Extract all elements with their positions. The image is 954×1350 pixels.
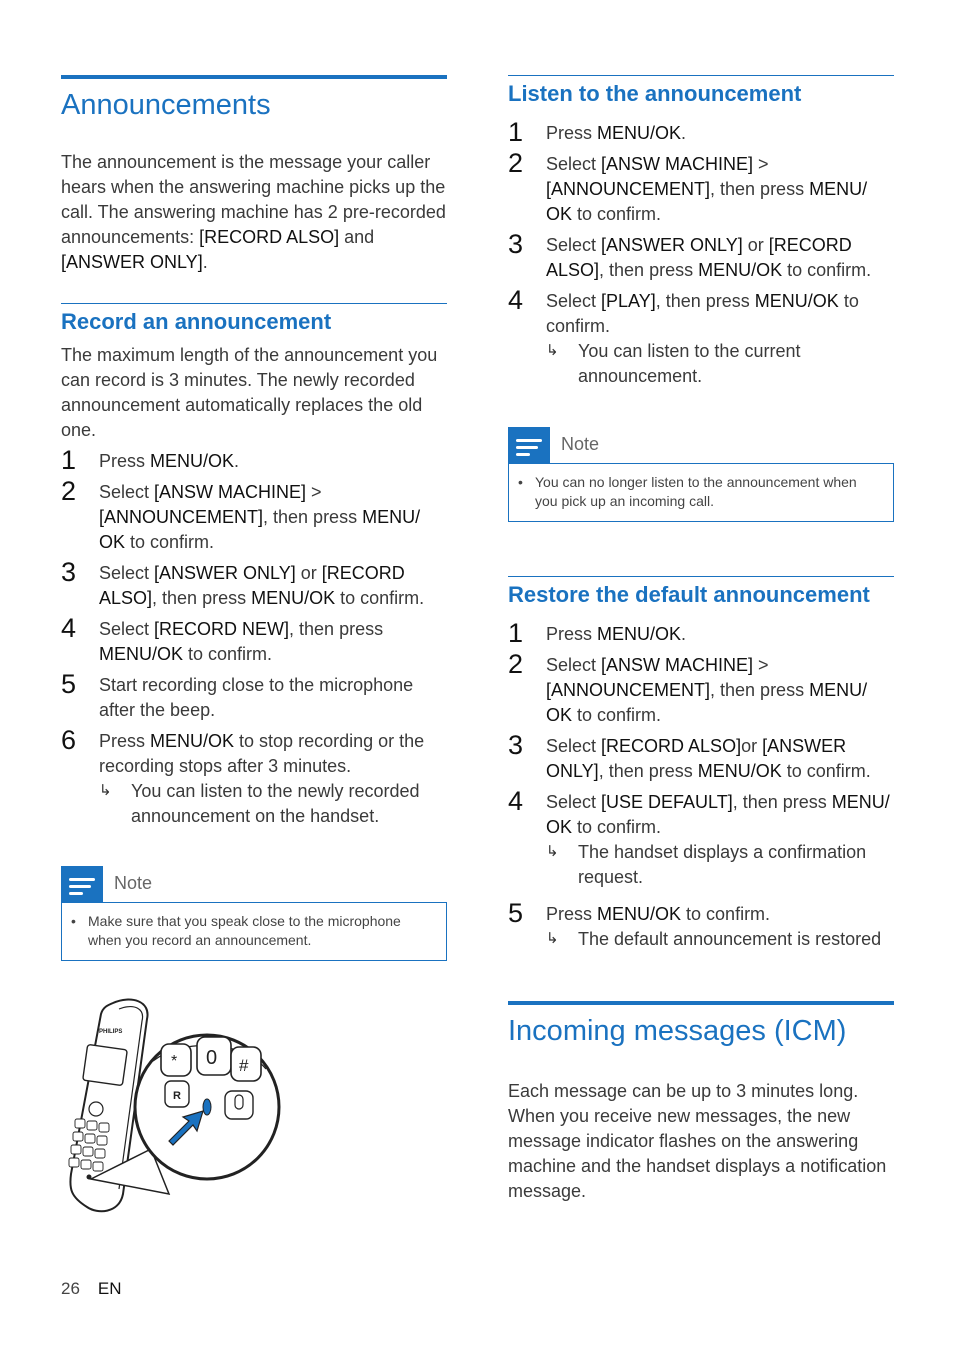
note-label: Note — [561, 434, 600, 454]
note-header — [61, 866, 447, 902]
announcements-intro: The announcement is the message your caller hears when the answering machine picks up the call. The answering machine has 2 pre-recorded announcements: [RECORD ALSO] and [ANSWER ONLY]. — [61, 152, 446, 272]
step-4: 4 Select [USE DEFAULT], then press MENU/ OK to confirm. ↳ The handset displays a confirmation request. — [508, 790, 894, 890]
step-result: ↳ The handset displays a confirmation request. — [546, 840, 894, 890]
step-4: 4 Select [RECORD NEW], then press MENU/OK to confirm. — [61, 613, 384, 664]
section-title-announcements: Announcements — [61, 75, 447, 125]
svg-text:R: R — [173, 1090, 181, 1102]
page-footer — [61, 1279, 122, 1299]
step-6: 6 Press MENU/OK to stop recording or the recording stops after 3 minutes. ↳ You can listen to the newly recorded announcement on the handset. — [61, 729, 447, 829]
step-2: 2 Select [ANSW MACHINE] > [ANNOUNCEMENT], then press MENU/ OK to confirm. — [61, 476, 421, 552]
language-code: EN — [97, 1279, 122, 1298]
page-number: 26 — [61, 1279, 80, 1298]
section-title-incoming-messages: Incoming messages (ICM) — [508, 1001, 894, 1051]
svg-text:*: * — [171, 1053, 178, 1070]
phone-illustration — [61, 989, 291, 1219]
right-column — [508, 0, 894, 1204]
step-5: 5 Start recording close to the microphone after the beep. — [61, 669, 414, 720]
note-icon — [508, 427, 550, 463]
left-column — [61, 0, 447, 1224]
heading-record-announcement: Record an announcement — [61, 303, 447, 337]
step-5: 5 Press MENU/OK to confirm. ↳ The default announcement is restored — [508, 902, 894, 952]
step-result: ↳ You can listen to the newly recorded announcement on the handset. — [99, 779, 447, 829]
svg-text:#: # — [239, 1056, 249, 1075]
note-header — [508, 427, 894, 463]
step-result: ↳ The default announcement is restored — [546, 927, 894, 952]
step-result: ↳ You can listen to the current announcement. — [546, 339, 894, 389]
step-3: 3 Select [ANSWER ONLY] or [RECORD ALSO], then press MENU/OK to confirm. — [61, 557, 425, 608]
svg-text:PHILIPS: PHILIPS — [99, 1029, 123, 1035]
note-icon — [61, 866, 103, 902]
note-label: Note — [114, 873, 153, 893]
result-arrow-icon: ↳ — [546, 342, 559, 359]
zoom-detail — [135, 1035, 279, 1179]
icm-text: Each message can be up to 3 minutes long. When you receive new messages, the new message indicator flashes on the answering machine and the handset displays a notification message. — [508, 1081, 887, 1201]
record-intro: The maximum length of the announcement you can record is 3 minutes. The newly recorded announcement automatically replaces the old one. — [61, 345, 438, 440]
step-3: 3 Select [RECORD ALSO]or [ANSWER ONLY], then press MENU/OK to confirm. — [508, 730, 871, 781]
step-2: 2 Select [ANSW MACHINE] > [ANNOUNCEMENT], then press MENU/ OK to confirm. — [508, 148, 868, 224]
note-box: • Make sure that you speak close to the microphone when you record an announcement. — [61, 902, 447, 961]
step-4: 4 Select [PLAY], then press MENU/OK to confirm. ↳ You can listen to the current announcement. — [508, 289, 894, 389]
heading-restore-default: Restore the default announcement — [508, 576, 894, 610]
step-1: 1 Press MENU/OK. — [508, 618, 687, 648]
step-1: 1 Press MENU/OK. — [61, 445, 240, 475]
step-2: 2 Select [ANSW MACHINE] > [ANNOUNCEMENT], then press MENU/ OK to confirm. — [508, 649, 868, 725]
svg-text:0: 0 — [206, 1047, 218, 1069]
result-arrow-icon: ↳ — [546, 930, 559, 947]
result-arrow-icon: ↳ — [546, 843, 559, 860]
result-arrow-icon: ↳ — [99, 782, 112, 799]
step-3: 3 Select [ANSWER ONLY] or [RECORD ALSO], then press MENU/OK to confirm. — [508, 229, 872, 280]
step-1: 1 Press MENU/OK. — [508, 117, 687, 147]
note-box: • You can no longer listen to the announcement when you pick up an incoming call. — [508, 463, 894, 522]
heading-listen-announcement: Listen to the announcement — [508, 75, 894, 109]
